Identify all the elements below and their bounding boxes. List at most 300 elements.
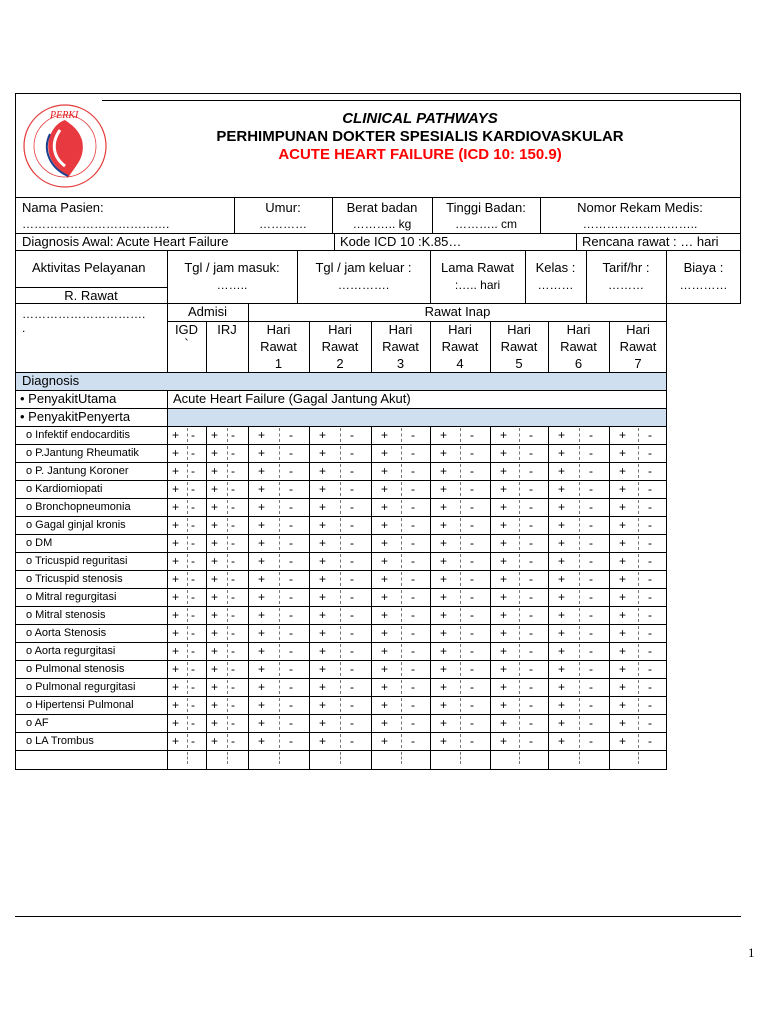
umur-field[interactable]: ………… [259,217,307,231]
check-minus-col-1[interactable]: - [191,590,195,604]
check-plus-col-2[interactable]: + [211,518,219,532]
check-minus-col-5[interactable]: - [411,500,415,514]
check-plus-col-5[interactable]: + [381,428,389,442]
check-minus-col-5[interactable]: - [411,482,415,496]
check-plus-col-5[interactable]: + [381,446,389,460]
check-plus-col-1[interactable]: + [172,662,180,676]
check-plus-col-3[interactable]: + [258,590,266,604]
check-plus-col-2[interactable]: + [211,716,219,730]
check-minus-col-7[interactable]: - [529,626,533,640]
check-plus-col-9[interactable]: + [619,680,627,694]
check-minus-col-7[interactable]: - [529,734,533,748]
check-minus-col-6[interactable]: - [470,536,474,550]
check-plus-col-7[interactable]: + [500,428,508,442]
check-minus-col-6[interactable]: - [470,662,474,676]
check-minus-col-3[interactable]: - [289,482,293,496]
check-plus-col-3[interactable]: + [258,446,266,460]
check-minus-col-3[interactable]: - [289,572,293,586]
check-plus-col-7[interactable]: + [500,734,508,748]
check-minus-col-5[interactable]: - [411,734,415,748]
check-plus-col-6[interactable]: + [440,626,448,640]
check-minus-col-5[interactable]: - [411,608,415,622]
check-plus-col-1[interactable]: + [172,644,180,658]
check-minus-col-8[interactable]: - [589,536,593,550]
check-minus-col-6[interactable]: - [470,608,474,622]
check-minus-col-2[interactable]: - [231,626,235,640]
check-minus-col-5[interactable]: - [411,428,415,442]
check-minus-col-4[interactable]: - [350,518,354,532]
check-plus-col-7[interactable]: + [500,644,508,658]
check-plus-col-8[interactable]: + [558,428,566,442]
check-minus-col-6[interactable]: - [470,680,474,694]
check-plus-col-3[interactable]: + [258,698,266,712]
check-plus-col-7[interactable]: + [500,464,508,478]
check-plus-col-4[interactable]: + [319,482,327,496]
check-plus-col-3[interactable]: + [258,608,266,622]
check-minus-col-5[interactable]: - [411,572,415,586]
check-minus-col-5[interactable]: - [411,554,415,568]
check-minus-col-2[interactable]: - [231,590,235,604]
check-minus-col-3[interactable]: - [289,590,293,604]
check-minus-col-2[interactable]: - [231,428,235,442]
check-minus-col-3[interactable]: - [289,734,293,748]
check-minus-col-4[interactable]: - [350,500,354,514]
check-plus-col-4[interactable]: + [319,626,327,640]
check-minus-col-3[interactable]: - [289,698,293,712]
check-plus-col-2[interactable]: + [211,500,219,514]
check-plus-col-9[interactable]: + [619,500,627,514]
check-minus-col-4[interactable]: - [350,734,354,748]
check-plus-col-7[interactable]: + [500,482,508,496]
check-minus-col-4[interactable]: - [350,590,354,604]
check-plus-col-2[interactable]: + [211,428,219,442]
check-plus-col-9[interactable]: + [619,698,627,712]
check-minus-col-8[interactable]: - [589,608,593,622]
check-plus-col-9[interactable]: + [619,626,627,640]
check-minus-col-8[interactable]: - [589,590,593,604]
check-plus-col-8[interactable]: + [558,644,566,658]
check-plus-col-9[interactable]: + [619,464,627,478]
biaya-field[interactable]: ………… [679,278,728,292]
check-plus-col-5[interactable]: + [381,644,389,658]
check-minus-col-8[interactable]: - [589,716,593,730]
check-plus-col-9[interactable]: + [619,482,627,496]
check-minus-col-3[interactable]: - [289,716,293,730]
check-plus-col-8[interactable]: + [558,446,566,460]
check-plus-col-8[interactable]: + [558,536,566,550]
check-minus-col-8[interactable]: - [589,482,593,496]
check-minus-col-6[interactable]: - [470,716,474,730]
check-minus-col-5[interactable]: - [411,716,415,730]
check-minus-col-5[interactable]: - [411,518,415,532]
check-minus-col-1[interactable]: - [191,626,195,640]
check-plus-col-2[interactable]: + [211,680,219,694]
check-plus-col-4[interactable]: + [319,590,327,604]
check-plus-col-9[interactable]: + [619,644,627,658]
check-plus-col-9[interactable]: + [619,608,627,622]
check-plus-col-1[interactable]: + [172,698,180,712]
check-minus-col-9[interactable]: - [648,716,652,730]
check-minus-col-7[interactable]: - [529,554,533,568]
check-minus-col-3[interactable]: - [289,626,293,640]
check-minus-col-8[interactable]: - [589,518,593,532]
check-plus-col-4[interactable]: + [319,518,327,532]
check-minus-col-5[interactable]: - [411,446,415,460]
check-plus-col-2[interactable]: + [211,662,219,676]
check-minus-col-9[interactable]: - [648,464,652,478]
check-plus-col-3[interactable]: + [258,662,266,676]
check-minus-col-7[interactable]: - [529,662,533,676]
check-plus-col-5[interactable]: + [381,554,389,568]
check-minus-col-8[interactable]: - [589,662,593,676]
check-plus-col-2[interactable]: + [211,698,219,712]
check-plus-col-5[interactable]: + [381,680,389,694]
check-plus-col-4[interactable]: + [319,536,327,550]
check-minus-col-6[interactable]: - [470,734,474,748]
check-plus-col-6[interactable]: + [440,716,448,730]
check-plus-col-2[interactable]: + [211,536,219,550]
check-minus-col-4[interactable]: - [350,608,354,622]
check-plus-col-8[interactable]: + [558,554,566,568]
check-plus-col-4[interactable]: + [319,698,327,712]
berat-field[interactable]: ……….. kg [352,217,412,231]
check-plus-col-6[interactable]: + [440,698,448,712]
check-minus-col-9[interactable]: - [648,572,652,586]
check-minus-col-8[interactable]: - [589,572,593,586]
check-minus-col-5[interactable]: - [411,698,415,712]
check-plus-col-4[interactable]: + [319,662,327,676]
check-plus-col-1[interactable]: + [172,572,180,586]
check-plus-col-5[interactable]: + [381,626,389,640]
check-minus-col-9[interactable]: - [648,554,652,568]
check-plus-col-4[interactable]: + [319,644,327,658]
check-minus-col-1[interactable]: - [191,572,195,586]
check-plus-col-6[interactable]: + [440,500,448,514]
check-minus-col-3[interactable]: - [289,644,293,658]
check-minus-col-7[interactable]: - [529,500,533,514]
check-minus-col-3[interactable]: - [289,518,293,532]
check-plus-col-3[interactable]: + [258,482,266,496]
check-minus-col-8[interactable]: - [589,698,593,712]
check-plus-col-9[interactable]: + [619,662,627,676]
check-plus-col-6[interactable]: + [440,446,448,460]
check-minus-col-2[interactable]: - [231,608,235,622]
check-plus-col-9[interactable]: + [619,590,627,604]
check-minus-col-1[interactable]: - [191,734,195,748]
check-minus-col-9[interactable]: - [648,428,652,442]
check-plus-col-1[interactable]: + [172,464,180,478]
check-minus-col-6[interactable]: - [470,554,474,568]
check-minus-col-4[interactable]: - [350,716,354,730]
check-plus-col-1[interactable]: + [172,536,180,550]
check-plus-col-3[interactable]: + [258,734,266,748]
check-plus-col-3[interactable]: + [258,500,266,514]
check-plus-col-4[interactable]: + [319,734,327,748]
check-minus-col-5[interactable]: - [411,590,415,604]
check-minus-col-4[interactable]: - [350,446,354,460]
check-plus-col-3[interactable]: + [258,680,266,694]
check-plus-col-6[interactable]: + [440,680,448,694]
check-minus-col-9[interactable]: - [648,482,652,496]
check-minus-col-2[interactable]: - [231,644,235,658]
check-minus-col-7[interactable]: - [529,536,533,550]
check-minus-col-4[interactable]: - [350,626,354,640]
check-minus-col-6[interactable]: - [470,590,474,604]
check-plus-col-8[interactable]: + [558,572,566,586]
check-minus-col-8[interactable]: - [589,554,593,568]
check-plus-col-7[interactable]: + [500,608,508,622]
check-plus-col-8[interactable]: + [558,680,566,694]
check-minus-col-3[interactable]: - [289,680,293,694]
check-minus-col-9[interactable]: - [648,680,652,694]
check-plus-col-3[interactable]: + [258,572,266,586]
check-plus-col-6[interactable]: + [440,644,448,658]
check-minus-col-7[interactable]: - [529,680,533,694]
check-plus-col-8[interactable]: + [558,698,566,712]
check-plus-col-5[interactable]: + [381,698,389,712]
check-plus-col-4[interactable]: + [319,680,327,694]
check-minus-col-9[interactable]: - [648,590,652,604]
check-plus-col-1[interactable]: + [172,500,180,514]
check-minus-col-9[interactable]: - [648,536,652,550]
check-plus-col-1[interactable]: + [172,428,180,442]
check-minus-col-2[interactable]: - [231,446,235,460]
check-minus-col-1[interactable]: - [191,500,195,514]
check-minus-col-3[interactable]: - [289,554,293,568]
check-minus-col-3[interactable]: - [289,662,293,676]
check-plus-col-6[interactable]: + [440,464,448,478]
check-plus-col-7[interactable]: + [500,446,508,460]
check-minus-col-3[interactable]: - [289,536,293,550]
check-plus-col-2[interactable]: + [211,572,219,586]
check-plus-col-7[interactable]: + [500,572,508,586]
check-plus-col-5[interactable]: + [381,734,389,748]
check-plus-col-1[interactable]: + [172,626,180,640]
check-minus-col-7[interactable]: - [529,518,533,532]
check-plus-col-5[interactable]: + [381,608,389,622]
check-plus-col-1[interactable]: + [172,446,180,460]
check-plus-col-8[interactable]: + [558,626,566,640]
check-minus-col-2[interactable]: - [231,662,235,676]
check-plus-col-5[interactable]: + [381,716,389,730]
tgl-keluar-field[interactable]: …………. [337,278,390,292]
tgl-masuk-field[interactable]: …….. [216,278,248,292]
check-plus-col-3[interactable]: + [258,626,266,640]
check-plus-col-9[interactable]: + [619,716,627,730]
check-minus-col-6[interactable]: - [470,482,474,496]
check-plus-col-1[interactable]: + [172,716,180,730]
check-plus-col-3[interactable]: + [258,536,266,550]
check-minus-col-3[interactable]: - [289,428,293,442]
rekam-medis-field[interactable]: ……………………….. [582,217,698,231]
check-minus-col-6[interactable]: - [470,626,474,640]
check-plus-col-2[interactable]: + [211,626,219,640]
r-rawat-field[interactable]: …………………………. [22,307,146,321]
check-minus-col-1[interactable]: - [191,518,195,532]
check-minus-col-1[interactable]: - [191,482,195,496]
check-plus-col-8[interactable]: + [558,590,566,604]
check-plus-col-5[interactable]: + [381,518,389,532]
check-plus-col-9[interactable]: + [619,446,627,460]
check-minus-col-8[interactable]: - [589,734,593,748]
check-plus-col-8[interactable]: + [558,734,566,748]
check-minus-col-4[interactable]: - [350,554,354,568]
check-plus-col-6[interactable]: + [440,734,448,748]
check-plus-col-1[interactable]: + [172,482,180,496]
check-plus-col-5[interactable]: + [381,500,389,514]
check-minus-col-9[interactable]: - [648,608,652,622]
check-minus-col-6[interactable]: - [470,518,474,532]
check-minus-col-4[interactable]: - [350,464,354,478]
check-minus-col-4[interactable]: - [350,644,354,658]
check-minus-col-7[interactable]: - [529,572,533,586]
check-minus-col-6[interactable]: - [470,446,474,460]
check-minus-col-2[interactable]: - [231,482,235,496]
check-minus-col-1[interactable]: - [191,698,195,712]
check-minus-col-9[interactable]: - [648,698,652,712]
check-minus-col-6[interactable]: - [470,644,474,658]
check-minus-col-1[interactable]: - [191,644,195,658]
check-plus-col-1[interactable]: + [172,590,180,604]
check-plus-col-2[interactable]: + [211,734,219,748]
check-plus-col-2[interactable]: + [211,608,219,622]
check-minus-col-7[interactable]: - [529,590,533,604]
check-minus-col-7[interactable]: - [529,644,533,658]
check-minus-col-8[interactable]: - [589,464,593,478]
check-minus-col-5[interactable]: - [411,464,415,478]
check-minus-col-1[interactable]: - [191,464,195,478]
check-plus-col-4[interactable]: + [319,446,327,460]
check-minus-col-2[interactable]: - [231,716,235,730]
check-plus-col-9[interactable]: + [619,572,627,586]
check-minus-col-5[interactable]: - [411,680,415,694]
check-plus-col-8[interactable]: + [558,464,566,478]
check-minus-col-2[interactable]: - [231,572,235,586]
check-minus-col-5[interactable]: - [411,644,415,658]
check-plus-col-6[interactable]: + [440,590,448,604]
check-plus-col-7[interactable]: + [500,590,508,604]
check-plus-col-8[interactable]: + [558,608,566,622]
check-minus-col-1[interactable]: - [191,446,195,460]
lama-rawat-field[interactable]: :….. hari [454,278,501,292]
check-plus-col-6[interactable]: + [440,536,448,550]
check-minus-col-7[interactable]: - [529,464,533,478]
check-minus-col-9[interactable]: - [648,644,652,658]
check-plus-col-3[interactable]: + [258,464,266,478]
check-plus-col-2[interactable]: + [211,482,219,496]
check-minus-col-2[interactable]: - [231,518,235,532]
check-plus-col-4[interactable]: + [319,716,327,730]
check-minus-col-5[interactable]: - [411,662,415,676]
check-minus-col-1[interactable]: - [191,428,195,442]
check-plus-col-1[interactable]: + [172,608,180,622]
check-minus-col-8[interactable]: - [589,446,593,460]
check-plus-col-3[interactable]: + [258,428,266,442]
check-plus-col-4[interactable]: + [319,500,327,514]
check-minus-col-3[interactable]: - [289,464,293,478]
check-minus-col-7[interactable]: - [529,716,533,730]
check-plus-col-4[interactable]: + [319,428,327,442]
check-minus-col-1[interactable]: - [191,662,195,676]
check-plus-col-6[interactable]: + [440,518,448,532]
check-minus-col-1[interactable]: - [191,680,195,694]
check-minus-col-2[interactable]: - [231,734,235,748]
tarif-field[interactable]: ……… [608,278,644,292]
check-plus-col-7[interactable]: + [500,536,508,550]
check-plus-col-7[interactable]: + [500,716,508,730]
check-minus-col-2[interactable]: - [231,500,235,514]
check-minus-col-9[interactable]: - [648,518,652,532]
check-plus-col-6[interactable]: + [440,428,448,442]
check-plus-col-6[interactable]: + [440,662,448,676]
check-plus-col-4[interactable]: + [319,464,327,478]
check-minus-col-4[interactable]: - [350,662,354,676]
check-plus-col-6[interactable]: + [440,482,448,496]
check-minus-col-1[interactable]: - [191,608,195,622]
check-minus-col-7[interactable]: - [529,608,533,622]
check-plus-col-2[interactable]: + [211,644,219,658]
check-plus-col-3[interactable]: + [258,554,266,568]
check-plus-col-2[interactable]: + [211,446,219,460]
check-plus-col-1[interactable]: + [172,734,180,748]
check-plus-col-2[interactable]: + [211,554,219,568]
check-minus-col-7[interactable]: - [529,698,533,712]
check-plus-col-6[interactable]: + [440,554,448,568]
check-plus-col-7[interactable]: + [500,500,508,514]
check-minus-col-4[interactable]: - [350,482,354,496]
check-plus-col-3[interactable]: + [258,518,266,532]
kelas-field[interactable]: ……… [537,278,574,292]
check-plus-col-7[interactable]: + [500,518,508,532]
check-plus-col-7[interactable]: + [500,698,508,712]
check-minus-col-9[interactable]: - [648,662,652,676]
check-plus-col-5[interactable]: + [381,536,389,550]
check-minus-col-6[interactable]: - [470,572,474,586]
check-minus-col-2[interactable]: - [231,536,235,550]
check-plus-col-5[interactable]: + [381,662,389,676]
check-plus-col-9[interactable]: + [619,518,627,532]
check-minus-col-6[interactable]: - [470,428,474,442]
check-minus-col-9[interactable]: - [648,500,652,514]
check-minus-col-6[interactable]: - [470,464,474,478]
check-minus-col-2[interactable]: - [231,554,235,568]
check-plus-col-9[interactable]: + [619,536,627,550]
check-minus-col-5[interactable]: - [411,536,415,550]
check-minus-col-2[interactable]: - [231,680,235,694]
check-minus-col-3[interactable]: - [289,500,293,514]
check-plus-col-3[interactable]: + [258,716,266,730]
check-minus-col-8[interactable]: - [589,626,593,640]
check-minus-col-8[interactable]: - [589,644,593,658]
check-minus-col-9[interactable]: - [648,446,652,460]
check-minus-col-4[interactable]: - [350,536,354,550]
check-plus-col-1[interactable]: + [172,680,180,694]
check-plus-col-8[interactable]: + [558,500,566,514]
check-minus-col-6[interactable]: - [470,500,474,514]
check-minus-col-1[interactable]: - [191,554,195,568]
check-plus-col-4[interactable]: + [319,572,327,586]
nama-pasien-field[interactable]: ………………………………. [22,217,170,231]
check-minus-col-9[interactable]: - [648,626,652,640]
check-minus-col-2[interactable]: - [231,698,235,712]
check-plus-col-9[interactable]: + [619,428,627,442]
check-plus-col-1[interactable]: + [172,518,180,532]
tinggi-field[interactable]: ……….. cm [455,217,517,231]
check-minus-col-1[interactable]: - [191,716,195,730]
check-plus-col-5[interactable]: + [381,572,389,586]
check-plus-col-3[interactable]: + [258,644,266,658]
check-plus-col-6[interactable]: + [440,572,448,586]
